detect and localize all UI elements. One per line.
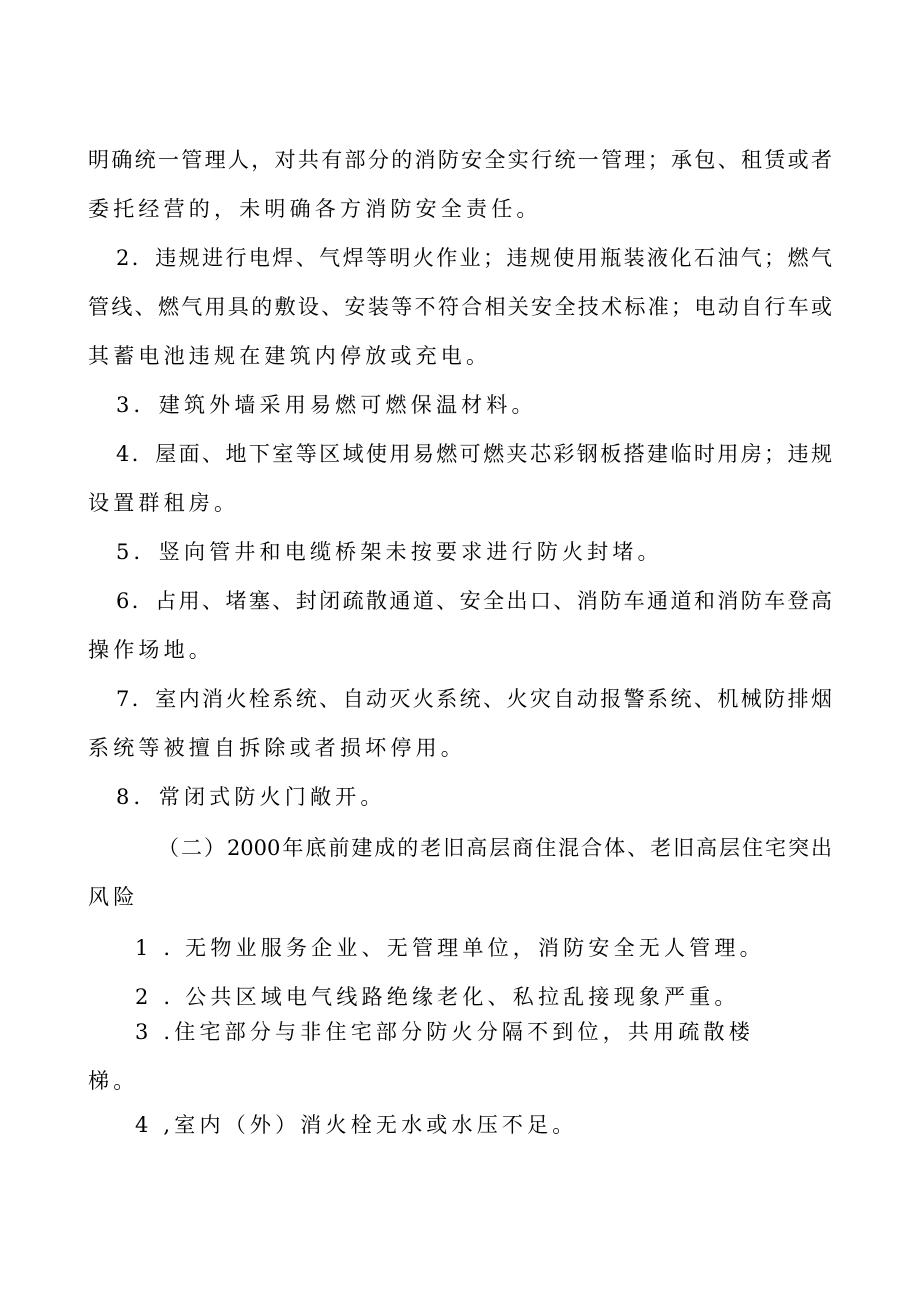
text-line: 委托经营的，未明确各方消防安全责任。 (88, 197, 542, 221)
text-line: 3．建筑外墙采用易燃可燃保温材料。 (116, 393, 537, 417)
text-line: 其蓄电池违规在建筑内停放或充电。 (88, 344, 492, 368)
text-line: 5．竖向管井和电缆桥架未按要求进行防火封堵。 (116, 540, 663, 564)
text-line: 6．占用、堵塞、封闭疏散通道、安全出口、消防车通道和消防车登高 (116, 589, 832, 613)
section-heading: （二）2000年底前建成的老旧高层商住混合体、老旧高层住宅突出 (158, 836, 832, 860)
text-line: 3 .住宅部分与非住宅部分防火分隔不到位，共用疏散楼 (135, 1020, 754, 1044)
text-line: 8．常闭式防火门敞开。 (116, 785, 386, 809)
text-line: 操作场地。 (88, 638, 214, 662)
section-heading-continued: 风险 (88, 885, 139, 909)
text-line: 2 . 公共区域电气线路绝缘老化、私拉乱接现象严重。 (135, 985, 740, 1009)
text-line: 1 . 无物业服务企业、无管理单位，消防安全无人管理。 (135, 936, 765, 960)
text-line: 7．室内消火栓系统、自动灭火系统、火灾自动报警系统、机械防排烟 (116, 687, 832, 711)
text-line: 设置群租房。 (88, 491, 240, 515)
text-line: 系统等被擅自拆除或者损坏停用。 (88, 736, 466, 760)
text-line: 4 ,室内（外）消火栓无水或水压不足。 (135, 1113, 578, 1137)
text-line: 2．违规进行电焊、气焊等明火作业；违规使用瓶装液化石油气；燃气 (116, 246, 832, 270)
text-line: 4．屋面、地下室等区域使用易燃可燃夹芯彩钢板搭建临时用房；违规 (116, 442, 832, 466)
text-line: 明确统一管理人，对共有部分的消防安全实行统一管理；承包、租赁或者 (88, 148, 832, 172)
text-line: 管线、燃气用具的敷设、安装等不符合相关安全技术标准；电动自行车或 (88, 295, 832, 319)
text-line: 梯。 (88, 1069, 139, 1093)
